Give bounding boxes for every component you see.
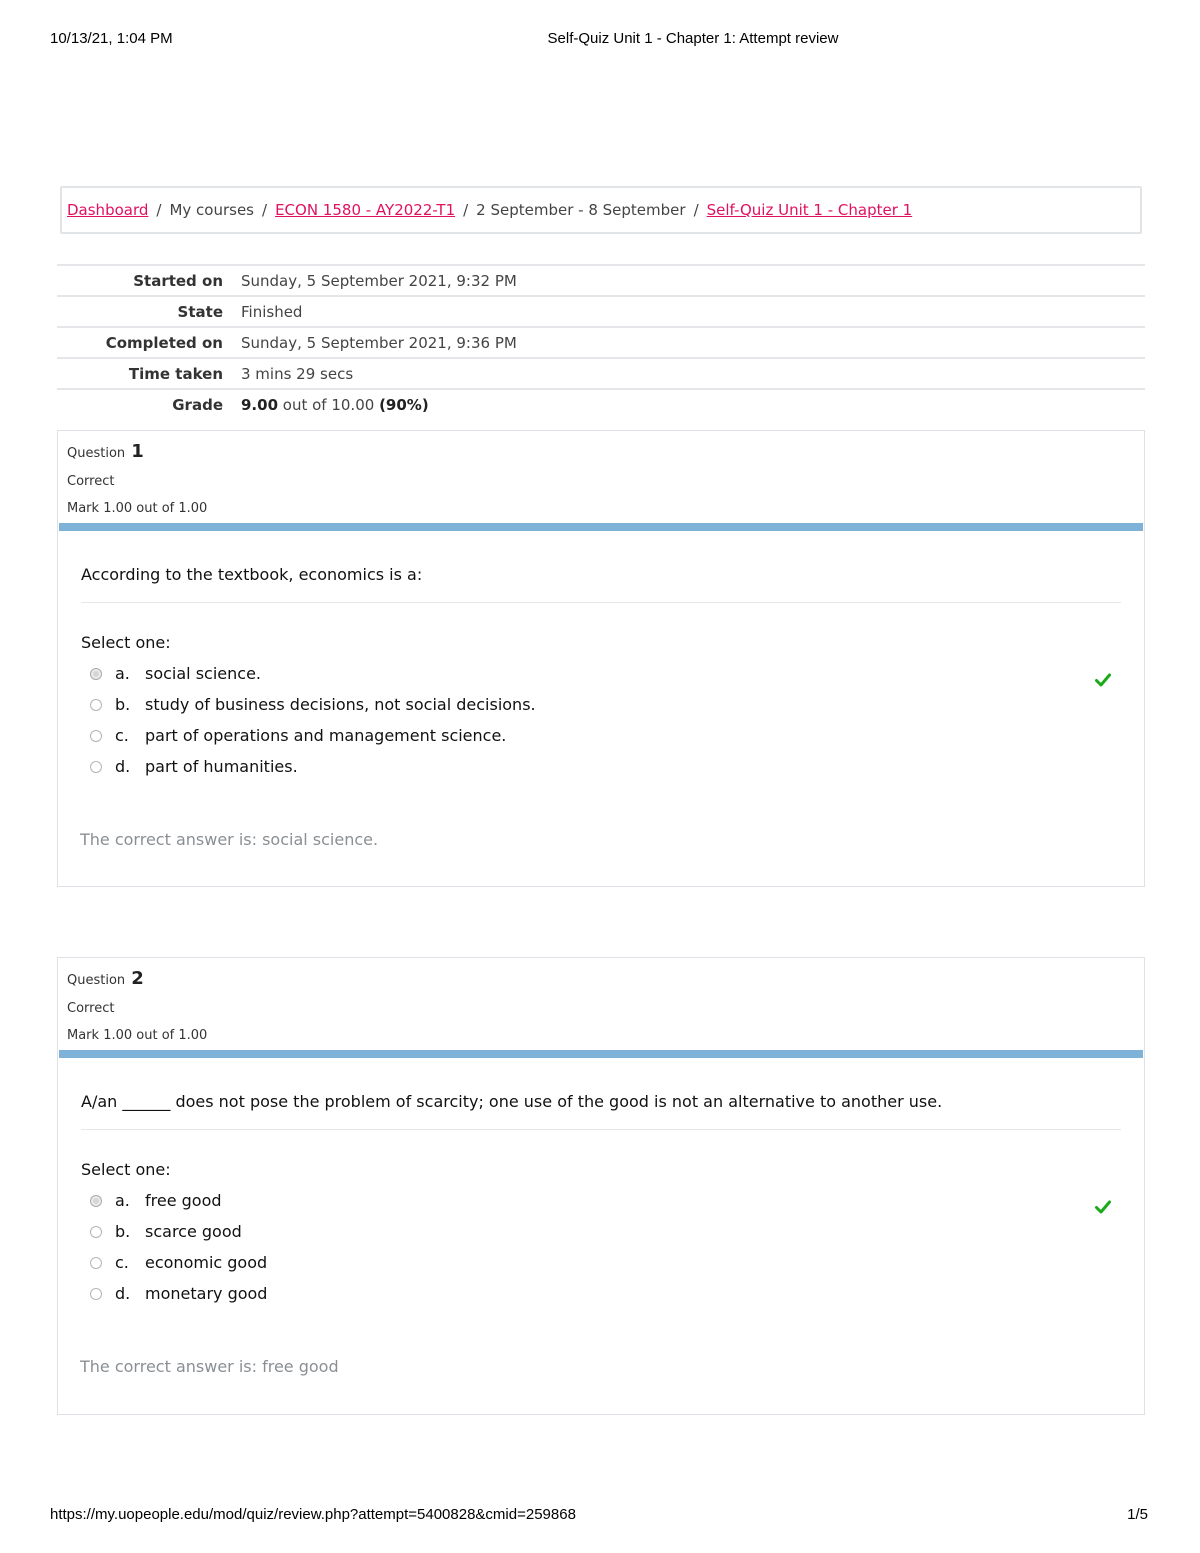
summary-label: Grade [172,396,223,414]
option-letter: c. [115,726,129,745]
breadcrumb-week: 2 September - 8 September [476,201,686,219]
summary-value: Sunday, 5 September 2021, 9:36 PM [241,334,517,352]
question-number [67,968,1135,989]
summary-label: Completed on [105,334,223,352]
answer-options [81,658,1121,782]
correct-check-icon [1095,673,1111,687]
summary-value: Sunday, 5 September 2021, 9:32 PM [241,272,517,290]
answer-option-d[interactable] [81,751,1121,782]
question-text: A/an ______ does not pose the problem of scarcity; one use of the good is not an alternative to another use. [81,1058,1121,1130]
question-label: Question [67,973,126,988]
summary-label: Time taken [128,365,223,383]
option-letter: b. [115,1222,131,1241]
radio-button[interactable] [90,699,102,711]
select-prompt: Select one: [81,1160,171,1179]
print-page-number: 1/5 [1127,1506,1148,1523]
question-text: According to the textbook, economics is a: [81,531,1121,603]
grade-out-of: out of 10.00 [278,396,380,414]
question-info [58,958,1144,1050]
correct-check-icon [1095,1200,1111,1214]
option-text: part of operations and management science. [145,726,507,745]
summary-value: Finished [241,303,303,321]
summary-value: 3 mins 29 secs [241,365,354,383]
answer-options [81,1185,1121,1309]
question-info [58,431,1144,523]
option-text: free good [145,1191,222,1210]
option-letter: a. [115,664,130,683]
print-url: https://my.uopeople.edu/mod/quiz/review.php?attempt=5400828&cmid=259868 [50,1506,576,1523]
option-letter: b. [115,695,131,714]
answer-option-b[interactable] [81,689,1121,720]
summary-label: State [177,303,223,321]
attempt-summary-table [57,264,1145,419]
radio-button[interactable] [90,730,102,742]
answer-option-b[interactable] [81,1216,1121,1247]
summary-row-completed [57,327,1145,358]
answer-option-c[interactable] [81,720,1121,751]
print-footer [0,1506,1200,1526]
question-number-value: 2 [131,968,144,989]
question-1 [57,430,1145,887]
print-datetime: 10/13/21, 1:04 PM [50,30,173,47]
radio-button[interactable] [90,1288,102,1300]
breadcrumb-dashboard-link[interactable]: Dashboard [67,201,149,219]
summary-row-state [57,296,1145,327]
question-state: Correct [67,474,115,489]
option-letter: c. [115,1253,129,1272]
question-label: Question [67,446,126,461]
grade-value [241,389,1145,419]
breadcrumb-quiz-link[interactable]: Self-Quiz Unit 1 - Chapter 1 [706,201,913,219]
right-answer-feedback: The correct answer is: social science. [80,830,379,849]
select-prompt: Select one: [81,633,171,652]
option-letter: d. [115,1284,131,1303]
option-text: social science. [145,664,261,683]
question-number [67,441,1135,462]
breadcrumb-separator: / [262,201,268,219]
summary-row-grade [57,389,1145,419]
grade-percent: (90%) [379,396,429,414]
answer-option-a[interactable] [81,658,1121,689]
breadcrumb [60,186,1142,234]
summary-row-time-taken [57,358,1145,389]
grade-score: 9.00 [241,396,279,414]
question-content [59,523,1143,782]
summary-row-started [57,265,1145,296]
option-letter: d. [115,757,131,776]
option-letter: a. [115,1191,130,1210]
option-text: economic good [145,1253,268,1272]
breadcrumb-separator: / [463,201,469,219]
question-state: Correct [67,1001,115,1016]
option-text: scarce good [145,1222,242,1241]
answer-option-c[interactable] [81,1247,1121,1278]
radio-button[interactable] [90,668,102,680]
radio-button[interactable] [90,1195,102,1207]
question-mark: Mark 1.00 out of 1.00 [67,501,208,516]
option-text: monetary good [145,1284,268,1303]
breadcrumb-course-link[interactable]: ECON 1580 - AY2022-T1 [275,201,456,219]
print-header [0,30,1200,50]
print-title: Self-Quiz Unit 1 - Chapter 1: Attempt review [547,30,839,47]
question-content [59,1050,1143,1309]
question-2 [57,957,1145,1415]
answer-option-a[interactable] [81,1185,1121,1216]
radio-button[interactable] [90,1226,102,1238]
question-number-value: 1 [131,441,144,462]
option-text: part of humanities. [145,757,298,776]
breadcrumb-separator: / [693,201,699,219]
radio-button[interactable] [90,761,102,773]
option-text: study of business decisions, not social decisions. [145,695,536,714]
question-mark: Mark 1.00 out of 1.00 [67,1028,208,1043]
answer-option-d[interactable] [81,1278,1121,1309]
breadcrumb-my-courses: My courses [169,201,254,219]
right-answer-feedback: The correct answer is: free good [80,1357,339,1376]
radio-button[interactable] [90,1257,102,1269]
summary-label: Started on [133,272,223,290]
breadcrumb-separator: / [156,201,162,219]
